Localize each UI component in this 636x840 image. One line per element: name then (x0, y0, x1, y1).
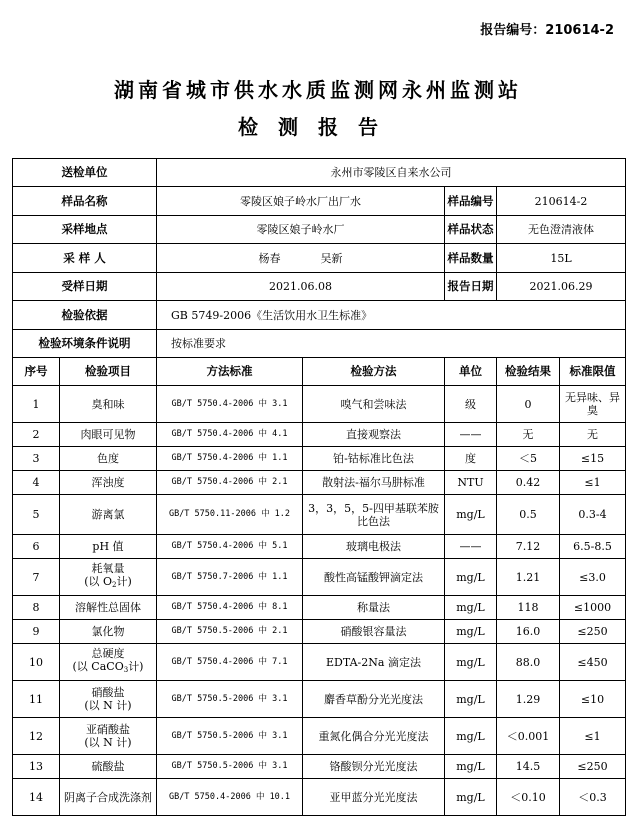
row-result: 0.5 (497, 495, 560, 535)
row-method: EDTA-2Na 滴定法 (303, 644, 445, 681)
row-result: 0 (497, 386, 560, 423)
row-item-name: 臭和味 (91, 397, 125, 411)
row-item-name: 阴离子合成洗涤剂 (64, 790, 152, 804)
row-result: 1.21 (497, 559, 560, 596)
row-no: 6 (13, 535, 60, 559)
row-method: 嗅气和尝味法 (303, 386, 445, 423)
row-unit: —— (445, 535, 497, 559)
report-title: 湖南省城市供水水质监测网永州监测站 (114, 78, 522, 102)
sender-value: 永州市零陵区自来水公司 (157, 159, 626, 187)
row-item (60, 423, 157, 447)
row-unit: mg/L (445, 596, 497, 620)
row-result: 0.42 (497, 471, 560, 495)
sampler-name-1: 杨春 (258, 251, 281, 265)
column-header-row (13, 358, 626, 386)
row-method: 直接观察法 (303, 423, 445, 447)
row-limit: ≤250 (560, 755, 626, 779)
col-limit: 标准限值 (560, 358, 626, 386)
row-unit: mg/L (445, 644, 497, 681)
row-method-std: GB/T 5750.4-2006 中 4.1 (157, 423, 303, 447)
row-item-name: 浑浊度 (91, 476, 125, 489)
row-unit: mg/L (445, 559, 497, 596)
row-limit: 0.3-4 (560, 495, 626, 535)
row-unit: —— (445, 423, 497, 447)
row-limit: 无 (560, 423, 626, 447)
row-method-std: GB/T 5750.4-2006 中 8.1 (157, 596, 303, 620)
row-unit: 级 (445, 386, 497, 423)
row-item (60, 596, 157, 620)
col-method: 检验方法 (303, 358, 445, 386)
row-item-name: 硫酸盐 (91, 760, 125, 773)
row-no: 10 (13, 644, 60, 681)
row-method-std: GB/T 5750.5-2006 中 3.1 (157, 681, 303, 718)
row-no: 3 (13, 447, 60, 471)
row-unit: mg/L (445, 755, 497, 779)
row-method-std: GB/T 5750.4-2006 中 7.1 (157, 644, 303, 681)
row-limit: ≤1000 (560, 596, 626, 620)
row-result: 14.5 (497, 755, 560, 779)
row-method: 铬酸钡分光光度法 (303, 755, 445, 779)
row-item-name: pH 值 (92, 540, 124, 553)
row-item-basis-tail: 计) (128, 660, 144, 673)
col-item: 检验项目 (60, 358, 157, 386)
sampler-label: 采 样 人 (13, 244, 157, 273)
row-item-name: 氯化物 (91, 625, 125, 638)
row-method-std: GB/T 5750.4-2006 中 10.1 (157, 779, 303, 816)
sender-label: 送检单位 (13, 159, 157, 187)
row-method: 亚甲蓝分光光度法 (303, 779, 445, 816)
row-no: 5 (13, 495, 60, 535)
row-result: ＜0.001 (497, 718, 560, 755)
info-row-site (13, 216, 626, 244)
row-method: 麝香草酚分光光度法 (303, 681, 445, 718)
row-method: 重氮化偶合分光光度法 (303, 718, 445, 755)
recv-date-value: 2021.06.08 (157, 273, 445, 301)
row-item (60, 779, 157, 816)
row-no: 1 (13, 386, 60, 423)
recv-date-label: 受样日期 (13, 273, 157, 301)
row-limit: ≤450 (560, 644, 626, 681)
row-result: 7.12 (497, 535, 560, 559)
row-method-std: GB/T 5750.5-2006 中 3.1 (157, 718, 303, 755)
row-unit: mg/L (445, 495, 497, 535)
row-unit: mg/L (445, 620, 497, 644)
site-value: 零陵区娘子岭水厂 (157, 216, 445, 244)
row-result: 118 (497, 596, 560, 620)
col-unit: 单位 (445, 358, 497, 386)
info-row-env (13, 330, 626, 358)
row-item-name: 肉眼可见物 (80, 428, 136, 441)
row-item-basis-tail: 计) (116, 575, 132, 588)
row-no: 2 (13, 423, 60, 447)
row-no: 8 (13, 596, 60, 620)
qty-label: 样品数量 (445, 244, 497, 273)
col-no: 序号 (13, 358, 60, 386)
col-result: 检验结果 (497, 358, 560, 386)
row-method: 称量法 (303, 596, 445, 620)
table-row (13, 495, 626, 535)
row-item-name: 总硬度 (91, 647, 125, 660)
table-row (13, 620, 626, 644)
row-item-subscript: 3 (123, 666, 129, 674)
row-result: 1.29 (497, 681, 560, 718)
qty-value: 15L (497, 244, 626, 273)
report-date-label: 报告日期 (445, 273, 497, 301)
row-limit: 无异味、异臭 (560, 386, 626, 423)
row-unit: NTU (445, 471, 497, 495)
row-item-name: 亚硝酸盐 (86, 723, 130, 736)
row-item-name: 硝酸盐 (91, 686, 125, 699)
row-limit: 6.5-8.5 (560, 535, 626, 559)
row-method: 3，3，5，5-四甲基联苯胺比色法 (303, 495, 445, 535)
row-no: 13 (13, 755, 60, 779)
table-row (13, 559, 626, 596)
row-no: 12 (13, 718, 60, 755)
row-limit: ≤250 (560, 620, 626, 644)
row-item-basis: (以 N 计) (84, 699, 132, 712)
row-item (60, 471, 157, 495)
row-method-std: GB/T 5750.4-2006 中 1.1 (157, 447, 303, 471)
table-row (13, 386, 626, 423)
row-item (60, 535, 157, 559)
row-method: 散射法-福尔马肼标准 (303, 471, 445, 495)
table-row (13, 779, 626, 816)
row-item (60, 386, 157, 423)
row-no: 7 (13, 559, 60, 596)
report-number: 报告编号：210614-2 (480, 23, 614, 38)
state-value: 无色澄清液体 (497, 216, 626, 244)
row-method: 玻璃电极法 (303, 535, 445, 559)
sampler-name-2: 吴新 (320, 251, 343, 265)
row-no: 14 (13, 779, 60, 816)
row-result: 88.0 (497, 644, 560, 681)
info-row-dates (13, 273, 626, 301)
row-no: 4 (13, 471, 60, 495)
row-result: ＜5 (497, 447, 560, 471)
table-row (13, 535, 626, 559)
row-no: 11 (13, 681, 60, 718)
info-row-sender (13, 159, 626, 187)
row-item (60, 718, 157, 755)
row-result: 16.0 (497, 620, 560, 644)
info-row-sample (13, 187, 626, 216)
row-method-std: GB/T 5750.5-2006 中 3.1 (157, 755, 303, 779)
row-method-std: GB/T 5750.5-2006 中 2.1 (157, 620, 303, 644)
row-limit: ≤15 (560, 447, 626, 471)
table-row (13, 423, 626, 447)
state-label: 样品状态 (445, 216, 497, 244)
row-method-std: GB/T 5750.7-2006 中 1.1 (157, 559, 303, 596)
table-row (13, 681, 626, 718)
row-limit: ≤3.0 (560, 559, 626, 596)
row-item-name: 色度 (97, 452, 119, 465)
row-method-std: GB/T 5750.4-2006 中 5.1 (157, 535, 303, 559)
table-row (13, 755, 626, 779)
row-item-basis: (以 O (84, 575, 113, 588)
row-item-name: 溶解性总固体 (75, 601, 141, 614)
report-date-value: 2021.06.29 (497, 273, 626, 301)
col-method-std: 方法标准 (157, 358, 303, 386)
basis-value: GB 5749-2006《生活饮用水卫生标准》 (157, 301, 626, 330)
row-no: 9 (13, 620, 60, 644)
table-row (13, 596, 626, 620)
report-subtitle: 检测报告 (238, 115, 398, 139)
sample-no-value: 210614-2 (497, 187, 626, 216)
row-unit: mg/L (445, 779, 497, 816)
row-item (60, 447, 157, 471)
row-item (60, 755, 157, 779)
sample-name-label: 样品名称 (13, 187, 157, 216)
row-unit: 度 (445, 447, 497, 471)
row-item (60, 644, 157, 681)
sample-no-label: 样品编号 (445, 187, 497, 216)
row-item-name: 耗氧量 (91, 562, 125, 575)
row-unit: mg/L (445, 681, 497, 718)
row-result: 无 (497, 423, 560, 447)
info-row-sampler (13, 244, 626, 273)
row-method-std: GB/T 5750.11-2006 中 1.2 (157, 495, 303, 535)
row-item (60, 681, 157, 718)
row-item (60, 559, 157, 596)
row-item-basis: (以 N 计) (84, 736, 132, 749)
row-method-std: GB/T 5750.4-2006 中 3.1 (157, 386, 303, 423)
sampler-value (157, 244, 445, 273)
table-row (13, 644, 626, 681)
env-value: 按标准要求 (157, 330, 626, 358)
sample-name-value: 零陵区娘子岭水厂出厂水 (157, 187, 445, 216)
row-item (60, 620, 157, 644)
row-item-basis: (以 CaCO (72, 660, 124, 673)
table-row (13, 718, 626, 755)
row-unit: mg/L (445, 718, 497, 755)
env-label: 检验环境条件说明 (13, 330, 157, 358)
row-limit: ≤1 (560, 718, 626, 755)
row-method: 酸性高锰酸钾滴定法 (303, 559, 445, 596)
row-method: 铂-钴标准比色法 (303, 447, 445, 471)
basis-label: 检验依据 (13, 301, 157, 330)
row-result: ＜0.10 (497, 779, 560, 816)
table-row (13, 471, 626, 495)
info-row-basis (13, 301, 626, 330)
row-method-std: GB/T 5750.4-2006 中 2.1 (157, 471, 303, 495)
report-table (12, 158, 626, 816)
row-limit: ≤10 (560, 681, 626, 718)
row-limit: ＜0.3 (560, 779, 626, 816)
site-label: 采样地点 (13, 216, 157, 244)
row-item-name: 游离氯 (91, 508, 125, 521)
row-item (60, 495, 157, 535)
row-item-subscript: 2 (112, 581, 117, 589)
row-limit: ≤1 (560, 471, 626, 495)
row-method: 硝酸银容量法 (303, 620, 445, 644)
table-row (13, 447, 626, 471)
